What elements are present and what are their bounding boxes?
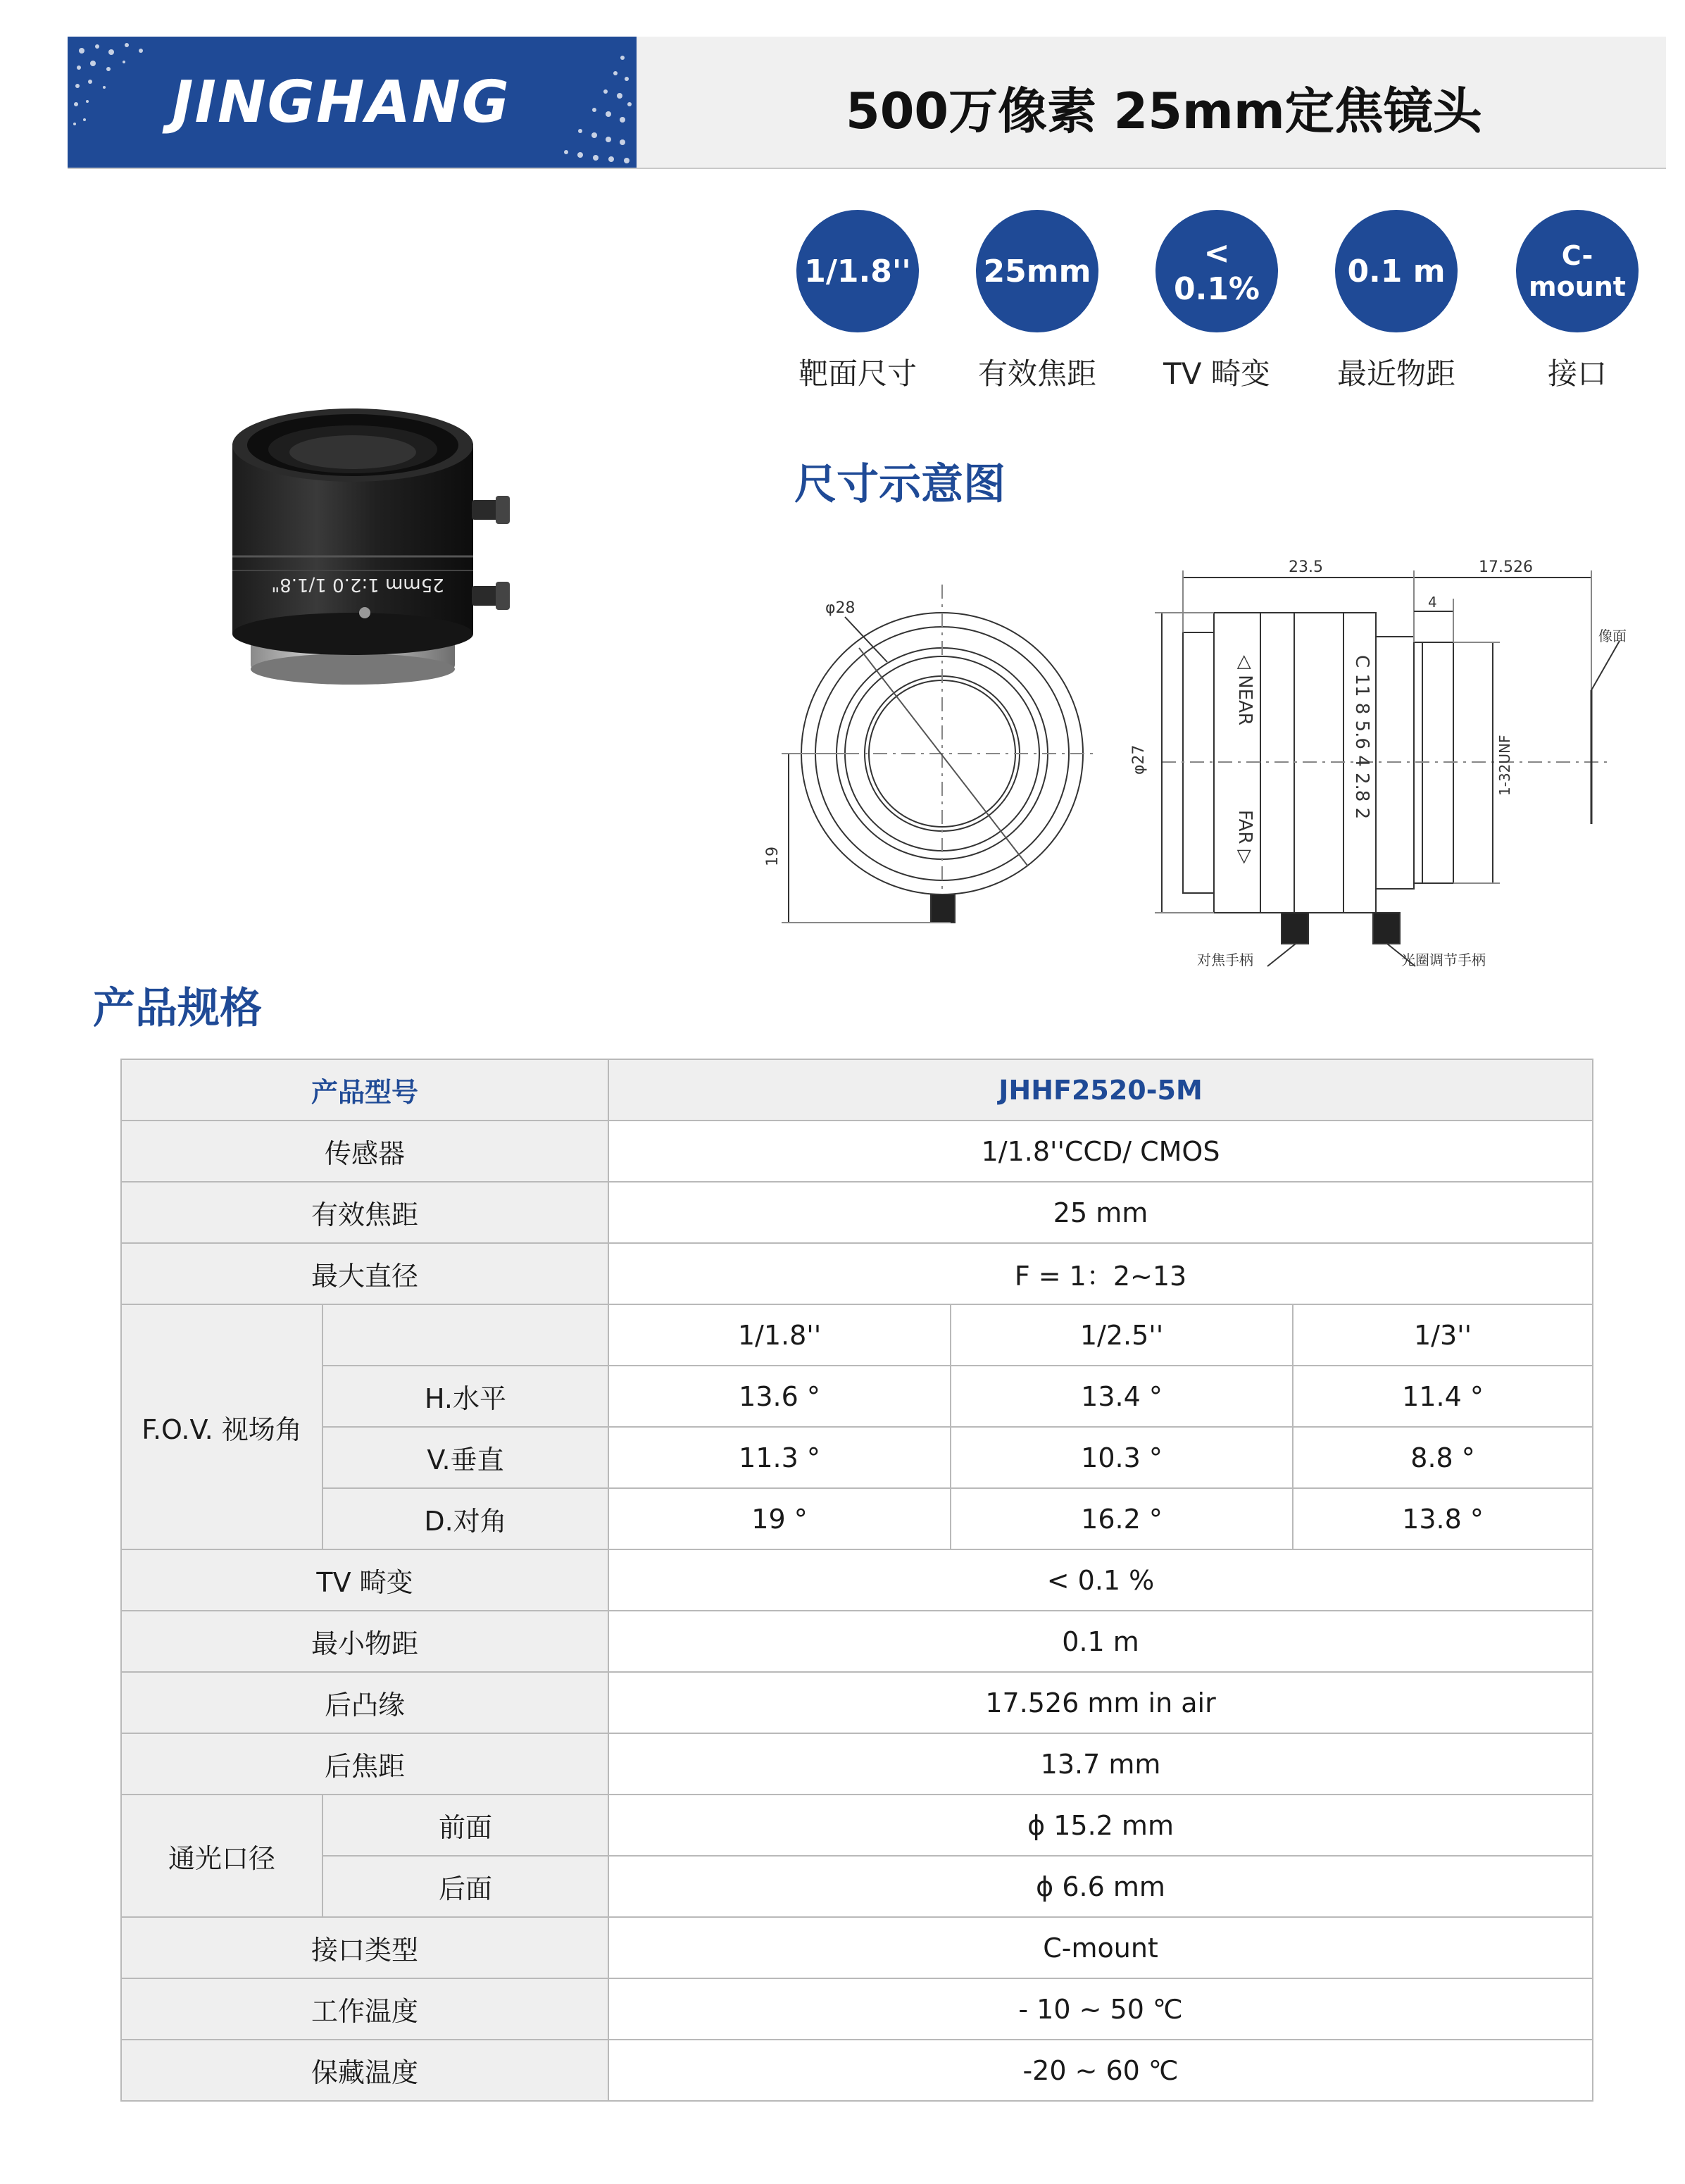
fov-d-1: 19 ° [608, 1488, 951, 1549]
badge-sensor-value: 1/1.8'' [796, 210, 919, 332]
sensor-value: 1/1.8''CCD/ CMOS [608, 1121, 1593, 1182]
dot-pattern-right [538, 37, 637, 168]
table-row [121, 1978, 1593, 2040]
table-row [121, 1611, 1593, 1672]
label-near: ◁ NEAR [1234, 655, 1255, 725]
badge-distortion [1153, 210, 1280, 393]
aperture-label: 最大直径 [121, 1243, 608, 1304]
clear-rear-value: ϕ 6.6 mm [608, 1856, 1593, 1917]
fov-header-blank [322, 1304, 608, 1366]
header-bar [68, 37, 1666, 169]
badge-focal-value: 25mm [976, 210, 1098, 332]
badge-mod-value: 0.1 m [1335, 210, 1458, 332]
table-row [121, 1856, 1593, 1917]
table-row [121, 1182, 1593, 1243]
flange-label: 后凸缘 [121, 1672, 608, 1733]
page-title: 500万像素 25mm定焦镜头 [846, 82, 1482, 140]
label-far: FAR ▷ [1234, 810, 1255, 864]
op-temp-label: 工作温度 [121, 1978, 608, 2040]
fov-h-label: H.水平 [322, 1366, 608, 1427]
badge-sensor-label: 靶面尺寸 [798, 356, 917, 391]
dim-diameter-28: φ28 [825, 599, 856, 617]
storage-temp-label: 保藏温度 [121, 2040, 608, 2101]
aperture-value: F = 1：2~13 [608, 1243, 1593, 1304]
focal-label: 有效焦距 [121, 1182, 608, 1243]
table-row [121, 2040, 1593, 2101]
dim-height-19: 19 [764, 847, 782, 866]
table-row [121, 1059, 1593, 1121]
fov-h-2: 13.4 ° [951, 1366, 1293, 1427]
brand-logo-text: JINGHANG [172, 69, 510, 136]
fov-label: F.O.V. 视场角 [121, 1304, 322, 1549]
badge-mount [1514, 210, 1641, 393]
fov-d-2: 16.2 ° [951, 1488, 1293, 1549]
badge-distortion-label: TV 畸变 [1163, 356, 1270, 391]
clear-aperture-label: 通光口径 [121, 1795, 322, 1917]
dimension-drawing [764, 542, 1669, 968]
spec-section-title: 产品规格 [93, 984, 262, 1033]
badge-focal [974, 210, 1101, 393]
table-row [121, 1672, 1593, 1733]
mod-label: 最小物距 [121, 1611, 608, 1672]
table-row [121, 1488, 1593, 1549]
label-focus-handle: 对焦手柄 [1197, 951, 1253, 968]
fov-size-3: 1/3'' [1293, 1304, 1593, 1366]
fov-size-1: 1/1.8'' [608, 1304, 951, 1366]
fov-v-2: 10.3 ° [951, 1427, 1293, 1488]
mod-value: 0.1 m [608, 1611, 1593, 1672]
mount-value: C-mount [608, 1917, 1593, 1978]
badge-mod-label: 最近物距 [1336, 356, 1455, 391]
fov-h-3: 11.4 ° [1293, 1366, 1593, 1427]
flange-value: 17.526 mm in air [608, 1672, 1593, 1733]
badge-sensor [794, 210, 921, 393]
fov-h-1: 13.6 ° [608, 1366, 951, 1427]
focal-value: 25 mm [608, 1182, 1593, 1243]
badge-mount-label: 接口 [1547, 356, 1607, 391]
model-value: JHHF2520-5M [608, 1059, 1593, 1121]
table-row [121, 1917, 1593, 1978]
sensor-label: 传感器 [121, 1121, 608, 1182]
fov-v-1: 11.3 ° [608, 1427, 951, 1488]
storage-temp-value: -20 ~ 60 ℃ [608, 2040, 1593, 2101]
dim-flange-distance: 17.526 [1479, 559, 1533, 576]
bfl-value: 13.7 mm [608, 1733, 1593, 1795]
dimension-section-title: 尺寸示意图 [794, 460, 1006, 509]
spec-badges [794, 210, 1666, 393]
table-row [121, 1795, 1593, 1856]
badge-mount-value: C-mount [1516, 210, 1639, 332]
fov-d-3: 13.8 ° [1293, 1488, 1593, 1549]
table-row [121, 1243, 1593, 1304]
fov-v-3: 8.8 ° [1293, 1427, 1593, 1488]
clear-rear-label: 后面 [322, 1856, 608, 1917]
tv-label: TV 畸变 [121, 1549, 608, 1611]
dot-pattern-left [68, 37, 159, 168]
dim-thread: 1-32UNF [1496, 735, 1513, 796]
label-iris-handle: 光圈调节手柄 [1401, 951, 1486, 968]
table-row [121, 1366, 1593, 1427]
clear-front-label: 前面 [322, 1795, 608, 1856]
fov-d-label: D.对角 [322, 1488, 608, 1549]
fov-v-label: V.垂直 [322, 1427, 608, 1488]
lens-engraving: 25mm 1:2.0 1/1.8" [271, 574, 444, 595]
spec-table [120, 1059, 1593, 2102]
table-row [121, 1427, 1593, 1488]
table-row [121, 1733, 1593, 1795]
op-temp-value: - 10 ~ 50 ℃ [608, 1978, 1593, 2040]
dim-length-23-5: 23.5 [1289, 559, 1323, 576]
fov-size-2: 1/2.5'' [951, 1304, 1293, 1366]
dim-diameter-27: φ27 [1130, 744, 1148, 775]
label-image-plane: 像面 [1598, 628, 1627, 644]
clear-front-value: ϕ 15.2 mm [608, 1795, 1593, 1856]
badge-focal-label: 有效焦距 [977, 356, 1096, 391]
label-aperture-scale: C 11 8 5.6 4 2.8 2 [1351, 655, 1372, 820]
table-row [121, 1549, 1593, 1611]
bfl-label: 后焦距 [121, 1733, 608, 1795]
brand-panel [68, 37, 637, 168]
table-row [121, 1121, 1593, 1182]
mount-label: 接口类型 [121, 1917, 608, 1978]
table-row [121, 1304, 1593, 1366]
model-label: 产品型号 [121, 1059, 608, 1121]
dim-length-4: 4 [1428, 594, 1437, 611]
lens-photo [224, 401, 548, 711]
badge-distortion-value: < 0.1% [1155, 210, 1278, 332]
tv-value: < 0.1 % [608, 1549, 1593, 1611]
badge-mod [1333, 210, 1460, 393]
